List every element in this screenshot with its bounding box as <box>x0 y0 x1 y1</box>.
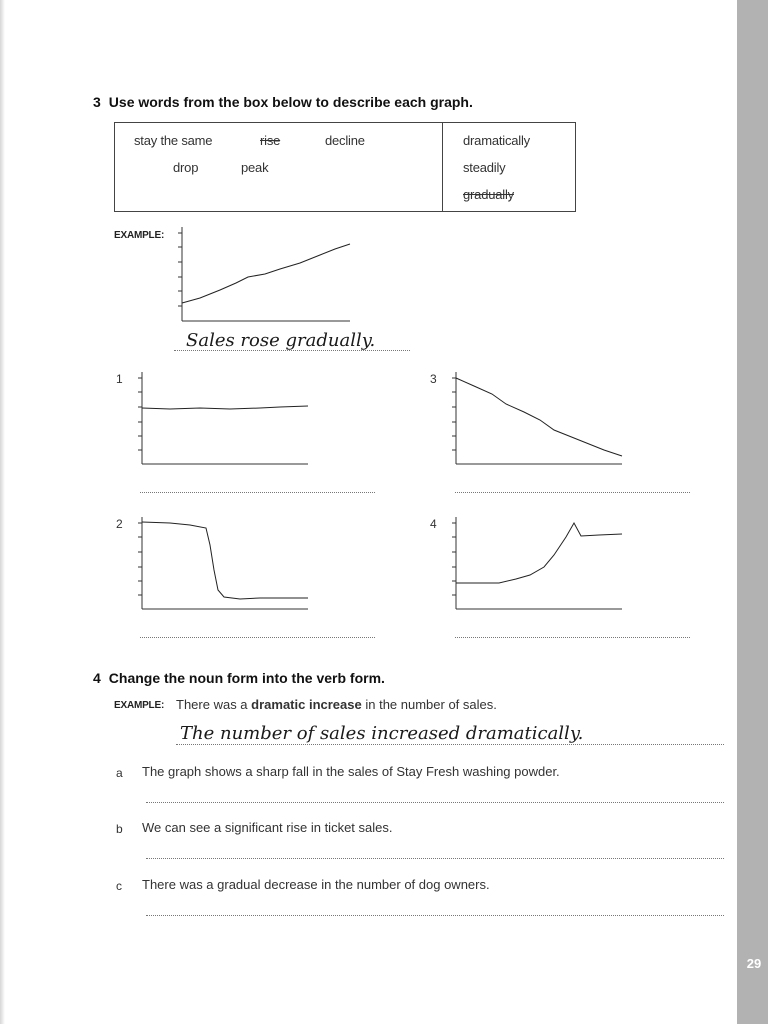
word-drop: drop <box>173 160 199 175</box>
exercise-3-heading <box>93 94 473 110</box>
item-c-letter: c <box>116 879 122 893</box>
item-a-letter: a <box>116 766 123 780</box>
word-dramatically: dramatically <box>463 133 530 148</box>
word-steadily: steadily <box>463 160 506 175</box>
example-answer-dotted-line <box>174 350 410 351</box>
exercise-4-title: Change the noun form into the verb form. <box>108 670 385 686</box>
page-edge <box>0 0 5 1024</box>
word-box <box>114 122 576 212</box>
graph-2-line <box>142 522 308 599</box>
example-label: EXAMPLE: <box>114 230 165 241</box>
graph-1 <box>130 370 315 470</box>
graph-3 <box>444 370 629 470</box>
page-number: 29 <box>746 956 762 971</box>
exercise-4-example-sentence <box>176 697 497 712</box>
item-c-answer-line[interactable] <box>146 915 724 916</box>
word-gradually-crossed: gradually <box>463 187 514 202</box>
word-rise-crossed: rise <box>260 133 281 148</box>
item-a-sentence: The graph shows a sharp fall in the sales of Stay Fresh washing powder. <box>142 764 560 779</box>
graph-3-label: 3 <box>430 372 437 386</box>
graph-4-label: 4 <box>430 517 437 531</box>
word-stay-the-same: stay the same <box>134 133 213 148</box>
item-b-sentence: We can see a significant rise in ticket sales. <box>142 820 393 835</box>
item-b-answer-line[interactable] <box>146 858 724 859</box>
graph-3-answer-line[interactable] <box>455 492 690 493</box>
item-b-letter: b <box>116 822 123 836</box>
graph-2-label: 2 <box>116 517 123 531</box>
graph-1-answer-line[interactable] <box>140 492 375 493</box>
graph-2-answer-line[interactable] <box>140 637 375 638</box>
graph-1-label: 1 <box>116 372 123 386</box>
exercise-4-example-answer: The number of sales increased dramatically. <box>180 723 584 744</box>
graph-4-line <box>456 523 622 583</box>
exercise-3-number: 3 <box>93 94 101 110</box>
graph-2 <box>130 515 315 615</box>
exercise-4-example-dotted-line <box>176 744 724 745</box>
exercise-4-number: 4 <box>93 670 101 686</box>
example-sentence-start: There was a <box>176 697 252 712</box>
item-a-answer-line[interactable] <box>146 802 724 803</box>
example-sentence-bold: dramatic increase <box>251 697 362 712</box>
graph-4 <box>444 515 629 615</box>
example-graph-line <box>182 244 350 303</box>
word-box-divider <box>442 123 443 211</box>
exercise-4-example-label: EXAMPLE: <box>114 700 165 711</box>
example-answer-handwritten: Sales rose gradually. <box>186 330 376 351</box>
example-graph <box>170 225 360 325</box>
exercise-4-heading <box>93 670 385 686</box>
word-peak: peak <box>241 160 269 175</box>
graph-1-line <box>142 406 308 409</box>
exercise-3-title: Use words from the box below to describe each graph. <box>108 94 473 110</box>
side-strip <box>737 0 768 1024</box>
item-c-sentence: There was a gradual decrease in the number of dog owners. <box>142 877 490 892</box>
graph-4-answer-line[interactable] <box>455 637 690 638</box>
word-decline: decline <box>325 133 365 148</box>
example-sentence-end: in the number of sales. <box>361 697 497 712</box>
graph-3-line <box>456 378 622 456</box>
